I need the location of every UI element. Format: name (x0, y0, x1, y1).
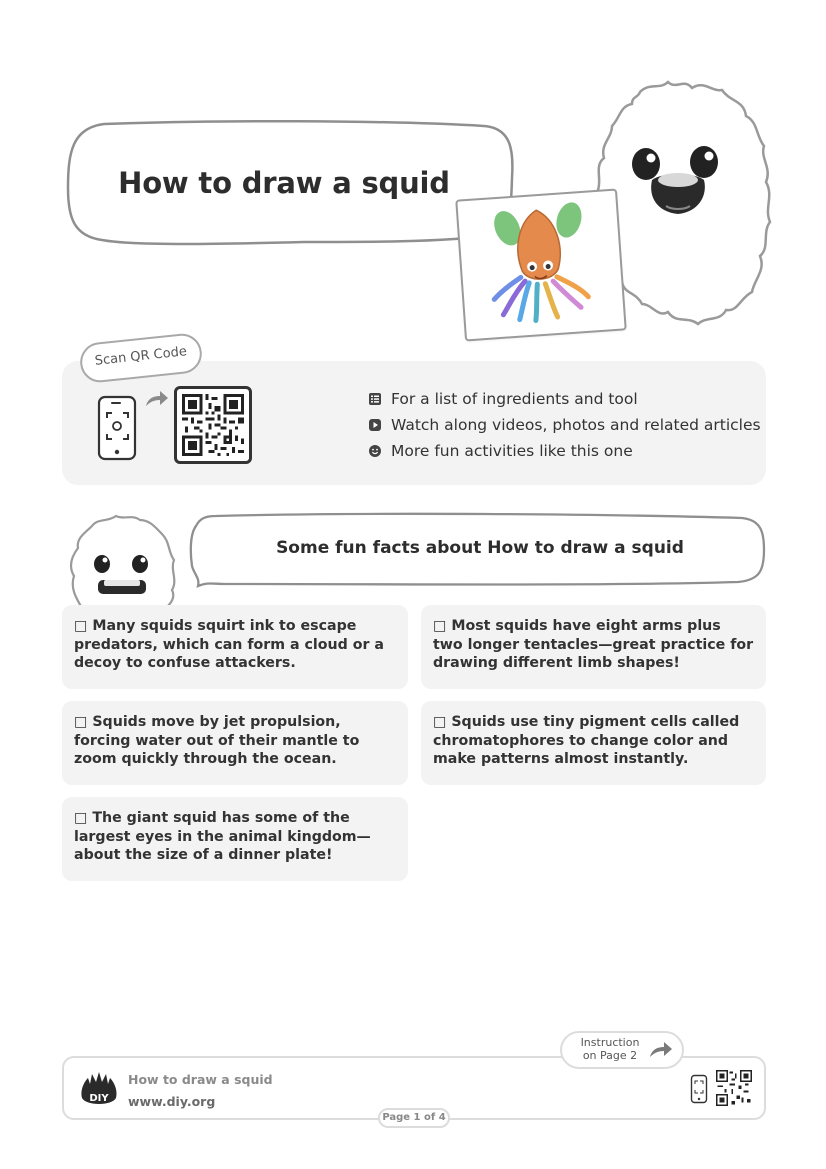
qr-code[interactable] (174, 386, 252, 464)
qr-code-pattern (182, 394, 244, 456)
diy-logo[interactable] (78, 1068, 120, 1110)
page-title: How to draw a squid (118, 166, 450, 200)
phone-scan-icon (690, 1074, 708, 1104)
scan-qr-label: Scan QR Code (78, 332, 204, 385)
list-item-text: Watch along videos, photos and related articles (391, 416, 761, 434)
list-item (368, 438, 761, 464)
yeti-mascot-small-illustration (62, 508, 184, 608)
page-indicator: Page 1 of 4 (378, 1108, 450, 1128)
facts-title: Some fun facts about How to draw a squid (276, 538, 684, 558)
qr-benefits-list (368, 386, 761, 464)
list-item (368, 412, 761, 438)
instruction-line-2: on Page 2 (582, 1049, 638, 1062)
fact-card: □ The giant squid has some of the largest eyes in the animal kingdom—about the size of a dinner plate! (62, 797, 408, 881)
footer-qr-code[interactable] (716, 1070, 752, 1106)
fact-card: □ Most squids have eight arms plus two longer tentacles—great practice for drawing different limb shapes! (421, 605, 766, 689)
footer-title: How to draw a squid (128, 1072, 273, 1087)
list-item (368, 386, 761, 412)
smiley-icon (368, 444, 382, 458)
arrow-right-icon (144, 388, 170, 410)
squid-illustration (457, 191, 620, 335)
phone-scan-icon (96, 394, 140, 462)
list-icon (368, 392, 382, 406)
instruction-label (574, 1036, 646, 1062)
list-item-text: For a list of ingredients and tool (391, 390, 638, 408)
instruction-line-1: Instruction (580, 1036, 640, 1049)
arrow-right-icon (648, 1039, 674, 1061)
list-item-text: More fun activities like this one (391, 442, 633, 460)
logo-text: DIY (89, 1093, 109, 1104)
fact-card: □ Squids move by jet propulsion, forcing water out of their mantle to zoom quickly through the ocean. (62, 701, 408, 785)
squid-preview-card (455, 189, 627, 342)
footer-url-link[interactable]: www.diy.org (128, 1094, 216, 1109)
play-icon (368, 418, 382, 432)
fact-card: □ Many squids squirt ink to escape predators, which can form a cloud or a decoy to confuse attackers. (62, 605, 408, 689)
fact-card: □ Squids use tiny pigment cells called chromatophores to change color and make patterns almost instantly. (421, 701, 766, 785)
